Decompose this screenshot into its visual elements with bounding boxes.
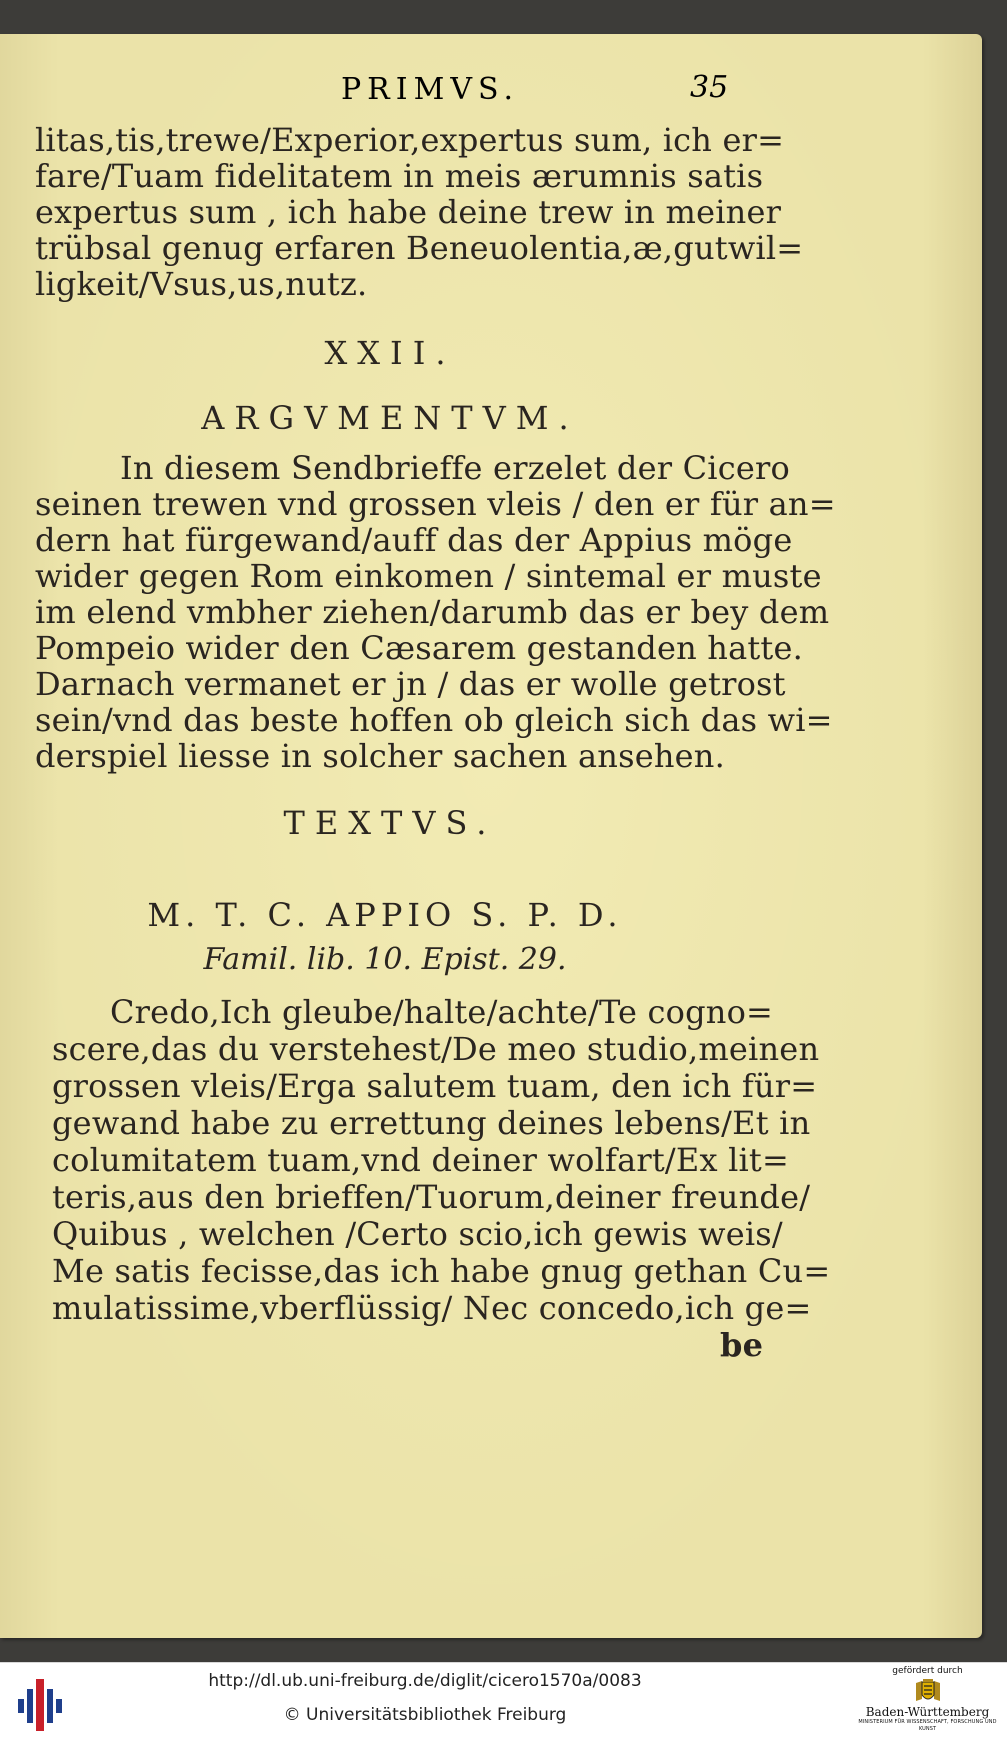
text-heading: TEXTVS.	[283, 804, 497, 842]
copyright-text: © Universitätsbibliothek Freiburg	[283, 1705, 567, 1725]
text-line: wider gegen Rom einkomen / sintemal er muste	[35, 557, 822, 595]
text-line: Darnach vermanet er jn / das er wolle getrost	[35, 665, 786, 703]
text-line: litas,tis,trewe/Experior,expertus sum, ich er=	[35, 121, 785, 159]
running-head: PRIMVS.	[340, 72, 520, 107]
text-line: expertus sum , ich habe deine trew in meiner	[35, 193, 782, 231]
sponsor-name: Baden-Württemberg	[865, 1705, 990, 1719]
argument-heading: ARGVMENTVM.	[201, 399, 579, 437]
text-line: seinen trewen vnd grossen vleis / den er für an=	[35, 485, 836, 523]
text-line: dern hat fürgewand/auff das der Appius möge	[35, 521, 793, 559]
sponsor-block[interactable]	[855, 1665, 1000, 1733]
text-line: scere,das du verstehest/De meo studio,meinen	[52, 1030, 820, 1068]
text-line: Pompeio wider den Cæsarem gestanden hatte.	[35, 629, 803, 667]
sponsor-ministry: MINISTERIUM FÜR WISSENSCHAFT, FORSCHUNG UND KUNST	[858, 1719, 997, 1732]
text-line: Me satis fecisse,das ich habe gnug gethan Cu=	[52, 1252, 831, 1290]
letter-source: Famil. lib. 10. Epist. 29.	[203, 942, 567, 977]
text-line: grossen vleis/Erga salutem tuam, den ich für=	[52, 1067, 818, 1105]
text-line: teris,aus den brieffen/Tuorum,deiner freunde/	[52, 1178, 811, 1216]
text-line: mulatissime,vberflüssig/ Nec concedo,ich ge=	[52, 1289, 812, 1327]
section-number: XXII.	[324, 334, 456, 372]
text-line: columitatem tuam,vnd deiner wolfart/Ex lit=	[52, 1141, 790, 1179]
sponsor-caption: gefördert durch	[892, 1666, 963, 1676]
letter-address: M. T. C. APPIO S. P. D.	[147, 896, 623, 934]
page-number: 35	[690, 70, 729, 105]
baden-wuerttemberg-crest-icon	[908, 1679, 948, 1705]
text-line: sein/vnd das beste hoffen ob gleich sich das wi=	[35, 701, 833, 739]
text-line: derspiel liesse in solcher sachen ansehen.	[35, 737, 725, 775]
text-line: In diesem Sendbrieffe erzelet der Cicero	[120, 449, 790, 487]
text-line: gewand habe zu errettung deines lebens/Et in	[52, 1104, 811, 1142]
text-line: im elend vmbher ziehen/darumb das er bey dem	[35, 593, 830, 631]
text-line: Quibus , welchen /Certo scio,ich gewis weis/	[52, 1215, 783, 1253]
text-line: fare/Tuam fidelitatem in meis ærumnis satis	[35, 157, 764, 195]
catchword: be	[720, 1326, 764, 1364]
viewer-footer	[0, 1662, 1007, 1741]
text-line: trübsal genug erfaren Beneuolentia,æ,gutwil=	[35, 229, 804, 267]
text-line: ligkeit/Vsus,us,nutz.	[35, 265, 368, 303]
book-page	[0, 34, 982, 1638]
permalink-url[interactable]: http://dl.ub.uni-freiburg.de/diglit/cicero1570a/0083	[208, 1671, 642, 1691]
text-line: Credo,Ich gleube/halte/achte/Te cogno=	[110, 993, 774, 1031]
